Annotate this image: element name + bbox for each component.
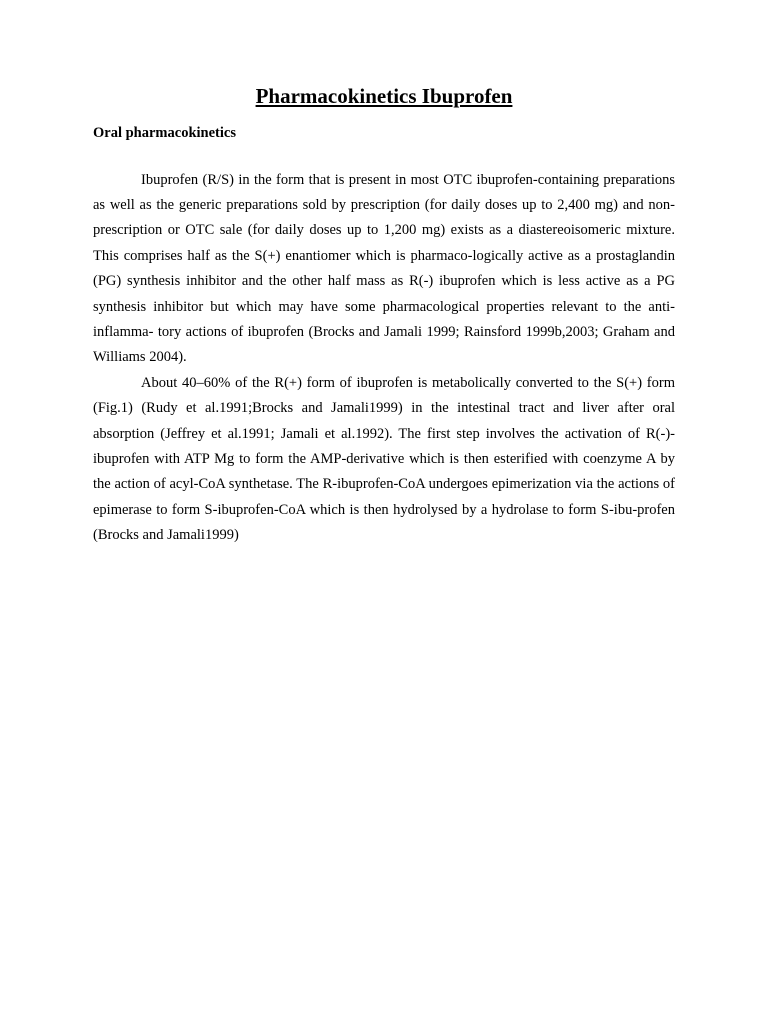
section-heading: Oral pharmacokinetics xyxy=(93,125,236,142)
paragraph-2: About 40–60% of the R(+) form of ibuprofen is metabolically converted to the S(+) form (Fig.1) (Rudy et al.1991;Brocks and Jamali1999) in the intestinal tract and liver after oral absorption (Jeffrey et al.1991; Jamali et al.1992). The first step involves the activation of R(-)-ibuprofen with ATP Mg to form the AMP-derivative which is then esterified with coenzyme A by the action of acyl-CoA synthetase. The R-ibuprofen-CoA undergoes epimerization via the actions of epimerase to form S-ibuprofen-CoA which is then hydrolysed by a hydrolase to form S-ibu-profen (Brocks and Jamali1999) xyxy=(93,374,675,544)
document-title: Pharmacokinetics Ibuprofen xyxy=(255,84,513,108)
document-page xyxy=(93,84,675,549)
paragraph-1: Ibuprofen (R/S) in the form that is present in most OTC ibuprofen-containing preparations as well as the generic preparations sold by prescription (for daily doses up to 2,400 mg) and non-prescription or OTC sale (for daily doses up to 1,200 mg) exists as a diastereoisomeric mixture. This comprises half as the S(+) enantiomer which is pharmaco-logically active as a prostaglandin (PG) synthesis inhibitor and the other half mass as R(-) ibuprofen which is less active as a PG synthesis inhibitor but which may have some pharmacological properties relevant to the anti-inflamma- tory actions of ibuprofen (Brocks and Jamali 1999; Rainsford 1999b,2003; Graham and Williams 2004). xyxy=(93,171,675,366)
